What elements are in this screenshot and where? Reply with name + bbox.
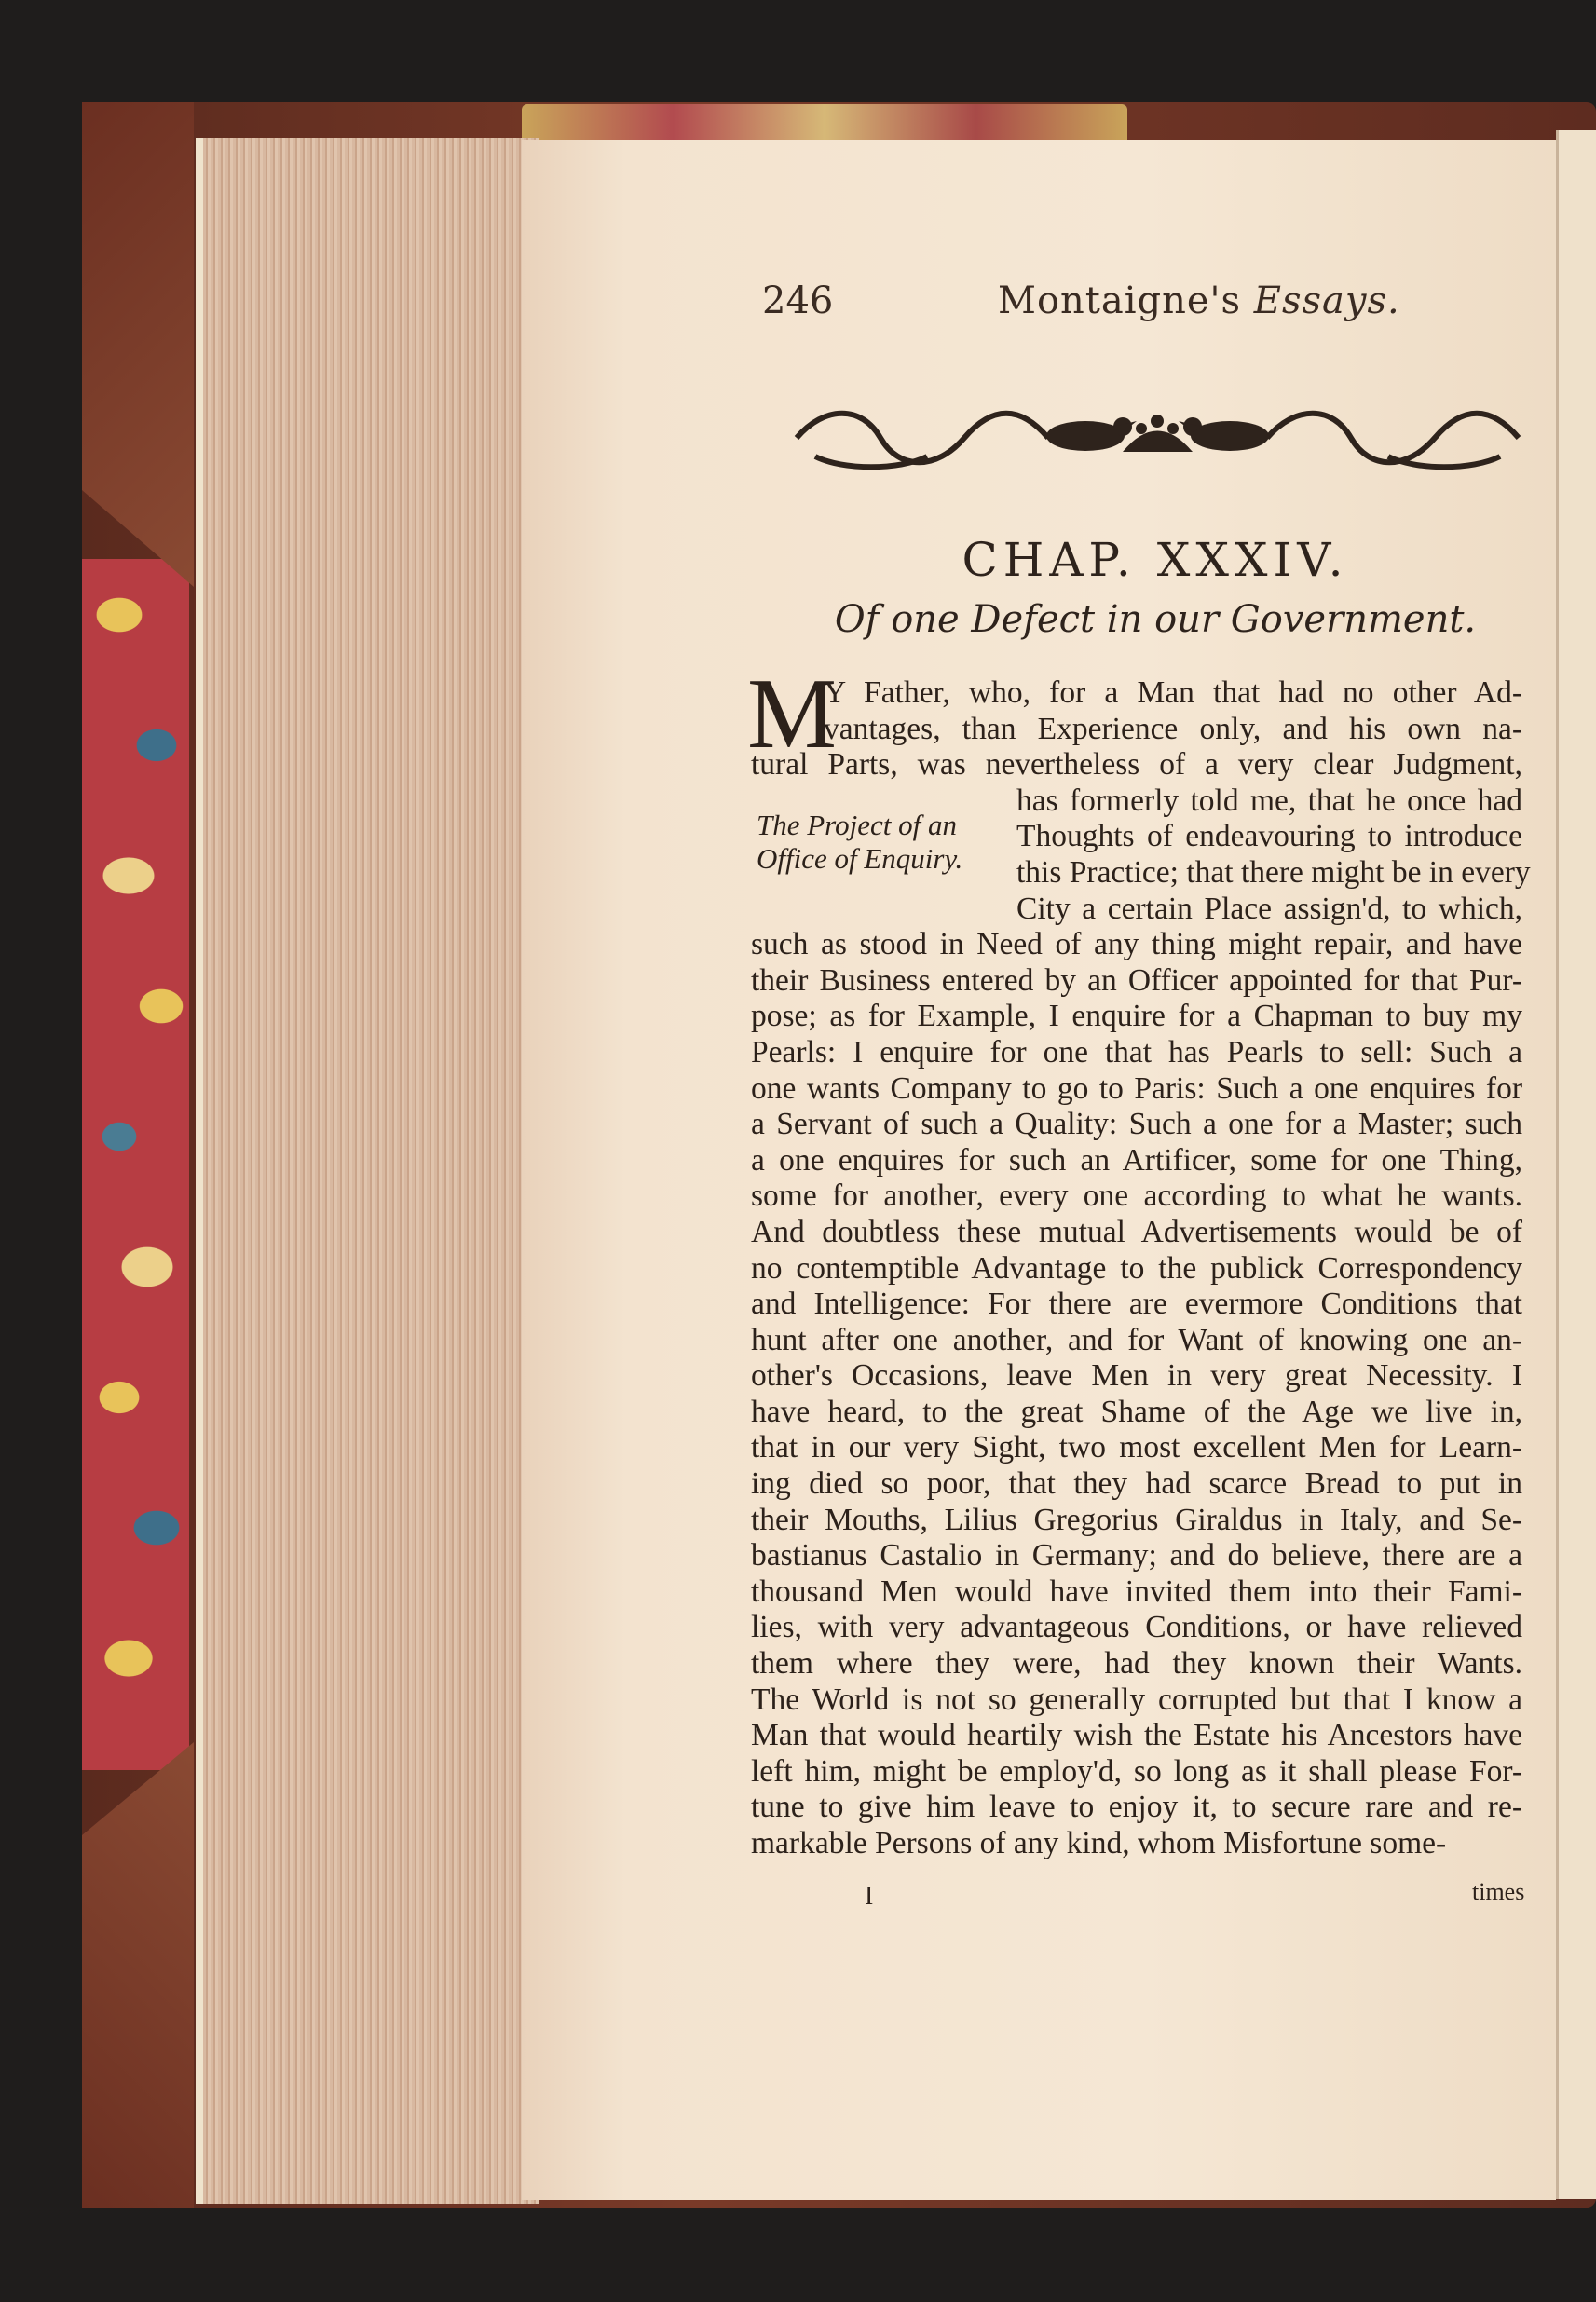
- chapter-subtitle: Of one Defect in our Government.: [834, 598, 1477, 641]
- text-line: markable Persons of any kind, whom Misfortune some-: [751, 1826, 1447, 1860]
- printers-ornament: [787, 401, 1528, 475]
- catchword: times: [1472, 1878, 1525, 1905]
- signature-mark: I: [865, 1882, 874, 1911]
- text-line: hunt after one another, and for Want of knowing one an-: [751, 1322, 1522, 1357]
- text-line: that in our very Sight, two most excellent Men for Learn-: [751, 1430, 1522, 1465]
- chapter-heading: CHAP. XXXIV.: [962, 533, 1349, 587]
- text-line: lies, with very advantageous Conditions, or have relieved: [751, 1610, 1522, 1645]
- text-line: vantages, than Experience only, and his own na-: [824, 711, 1522, 746]
- page-number: 246: [762, 279, 834, 322]
- text-line: pose; as for Example, I enquire for a Chapman to buy my: [751, 999, 1522, 1034]
- text-line: thousand Men would have invited them into their Fami-: [751, 1573, 1522, 1609]
- text-line: City a certain Place assign'd, to which,: [1016, 891, 1522, 926]
- text-line: some for another, every one according to what he wants.: [751, 1178, 1522, 1214]
- text-line: this Practice; that there might be in every: [1016, 854, 1531, 890]
- text-line: have heard, to the great Shame of the Age we live in,: [751, 1394, 1522, 1429]
- body-text: [751, 675, 1531, 1862]
- text-line: a Servant of such a Quality: Such a one for a Master; such: [751, 1107, 1522, 1142]
- text-line: Y Father, who, for a Man that had no other Ad-: [824, 675, 1522, 710]
- text-line: them where they were, had they known their Wants.: [751, 1646, 1522, 1682]
- text-line: Man that would heartily wish the Estate his Ancestors have: [751, 1718, 1522, 1753]
- facing-page-edge: [1556, 130, 1596, 2199]
- text-line: The World is not so generally corrupted but that I know a: [751, 1682, 1522, 1717]
- text-line: Pearls: I enquire for one that has Pearls to sell: Such a: [751, 1034, 1522, 1069]
- running-head: [762, 279, 1433, 335]
- text-line: ing died so poor, that they had scarce Bread to put in: [751, 1466, 1522, 1502]
- text-line: Thoughts of endeavouring to introduce: [1016, 819, 1522, 854]
- text-line: has formerly told me, that he once had: [1016, 783, 1522, 818]
- page-block-edge: [196, 138, 539, 2204]
- text-line: tural Parts, was nevertheless of a very clear Judgment,: [751, 747, 1522, 783]
- text-line: and Intelligence: For there are evermore Conditions that: [751, 1287, 1522, 1322]
- text-line: their Business entered by an Officer appointed for that Pur-: [751, 962, 1522, 998]
- text-line: no contemptible Advantage to the publick Correspondency: [751, 1250, 1522, 1286]
- text-line: their Mouths, Lilius Gregorius Giraldus in Italy, and Se-: [751, 1502, 1522, 1537]
- running-title: [998, 279, 1400, 322]
- text-line: one wants Company to go to Paris: Such a one enquires for: [751, 1070, 1522, 1106]
- text-line: tune to give him leave to enjoy it, to secure rare and re-: [751, 1790, 1522, 1825]
- text-line: other's Occasions, leave Men in very great Necessity. I: [751, 1358, 1522, 1394]
- text-line: a one enquires for such an Artificer, some for one Thing,: [751, 1142, 1522, 1178]
- text-line: left him, might be employ'd, so long as it shall please For-: [751, 1753, 1522, 1789]
- running-title-main: Montaigne's: [998, 279, 1254, 322]
- marginal-note: The Project of an Office of Enquiry.: [757, 809, 963, 875]
- text-line: And doubtless these mutual Advertisements would be of: [751, 1214, 1522, 1249]
- text-line: bastianus Castalio in Germany; and do believe, there are a: [751, 1538, 1522, 1573]
- running-title-italic: Essays.: [1253, 279, 1400, 322]
- marbled-endpaper: [82, 559, 189, 1770]
- text-line: such as stood in Need of any thing might repair, and have: [751, 927, 1522, 962]
- drop-cap: M: [747, 659, 838, 770]
